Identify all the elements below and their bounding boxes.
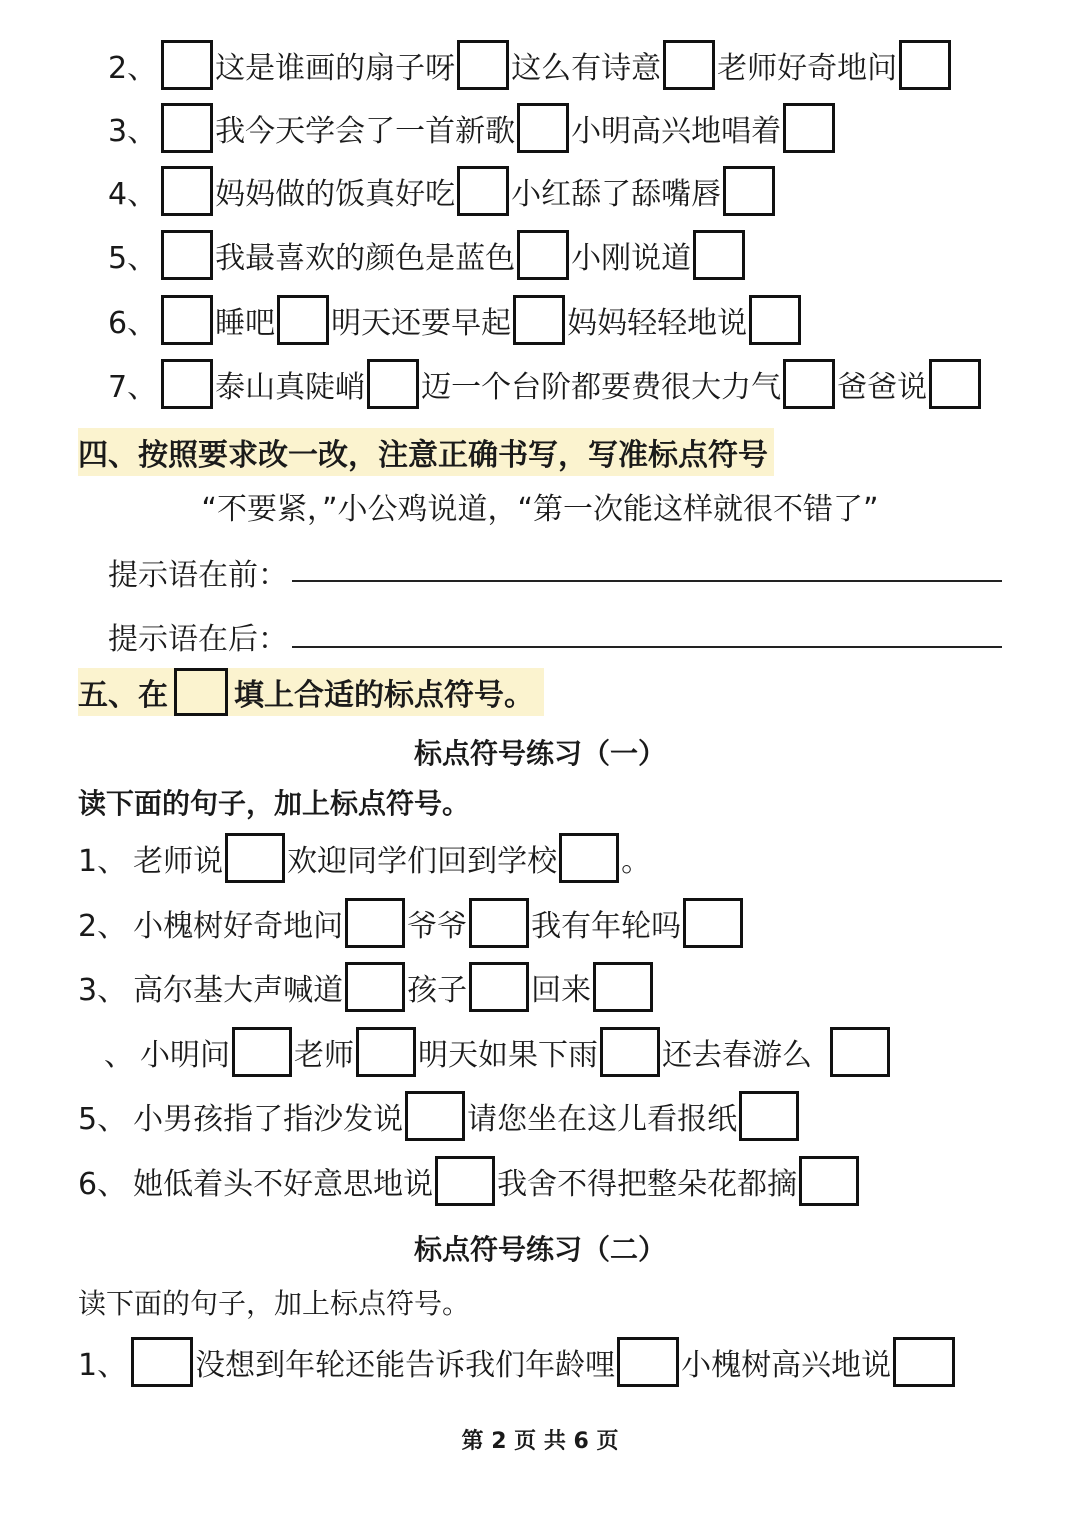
- punctuation-box[interactable]: [739, 1091, 799, 1141]
- punctuation-box[interactable]: [723, 166, 775, 216]
- item-number: 6、: [108, 306, 158, 341]
- ex1-item-3: [78, 957, 653, 1017]
- punctuation-box[interactable]: [277, 295, 329, 345]
- ex1-item-4: [104, 1022, 890, 1082]
- exercise-1-instruction: 读下面的句子，加上标点符号。: [78, 787, 471, 820]
- sentence-segment: 这么有诗意: [511, 51, 662, 86]
- punctuation-box[interactable]: [783, 359, 835, 409]
- punctuation-box[interactable]: [405, 1091, 465, 1141]
- punctuation-box[interactable]: [929, 359, 981, 409]
- punctuation-box[interactable]: [799, 1156, 859, 1206]
- punctuation-box[interactable]: [617, 1337, 679, 1387]
- item-number: 1、: [78, 844, 128, 879]
- punctuation-box[interactable]: [783, 103, 835, 153]
- punctuation-box[interactable]: [517, 230, 569, 280]
- sentence-segment: 小刚说道: [571, 241, 692, 276]
- item-number: 3、: [108, 114, 158, 149]
- punctuation-box[interactable]: [693, 230, 745, 280]
- punctuation-box[interactable]: [161, 40, 213, 90]
- exercise-2-instruction: 读下面的句子，加上标点符号。: [78, 1287, 471, 1320]
- sentence-segment: 迈一个台阶都要费很大力气: [421, 370, 782, 405]
- item-number: 6、: [78, 1167, 128, 1202]
- sentence-segment: 小槐树好奇地问: [133, 909, 344, 944]
- item-number: 、: [104, 1038, 134, 1073]
- sentence-segment: 还去春游么: [662, 1038, 812, 1073]
- sentence-segment: 明天还要早起: [331, 306, 512, 341]
- sentence-segment: 高尔基大声喊道: [133, 973, 344, 1008]
- punctuation-box[interactable]: [356, 1027, 416, 1077]
- sentence-segment: 她低着头不好意思地说: [133, 1167, 434, 1202]
- prompt-after-label: 提示语在后：: [108, 622, 288, 657]
- item-number: 4、: [108, 177, 158, 212]
- punctuation-box[interactable]: [345, 898, 405, 948]
- item-4: [108, 161, 775, 221]
- punctuation-box[interactable]: [161, 359, 213, 409]
- punctuation-box[interactable]: [749, 295, 801, 345]
- punctuation-box[interactable]: [457, 166, 509, 216]
- sentence-segment: 我最喜欢的颜色是蓝色: [215, 241, 516, 276]
- example-box: [174, 668, 228, 716]
- sentence-segment: 小男孩指了指沙发说: [133, 1102, 404, 1137]
- punctuation-box[interactable]: [457, 40, 509, 90]
- prompt-before-answer-line[interactable]: [292, 580, 1002, 582]
- ex2-item-1: [78, 1332, 955, 1392]
- sentence-segment: 明天如果下雨: [418, 1038, 598, 1073]
- item-3: [108, 98, 835, 158]
- punctuation-box[interactable]: [367, 359, 419, 409]
- ex1-item-2: [78, 893, 743, 953]
- sentence-segment: 没想到年轮还能告诉我们年龄哩: [195, 1348, 616, 1383]
- punctuation-box[interactable]: [161, 166, 213, 216]
- ex1-item-5: [78, 1086, 799, 1146]
- ex1-item-6: [78, 1151, 859, 1211]
- prompt-before-label: 提示语在前：: [108, 558, 288, 593]
- sentence-segment: 小红舔了舔嘴唇: [511, 177, 722, 212]
- item-number: 5、: [78, 1102, 128, 1137]
- item-5: [108, 225, 745, 285]
- punctuation-box[interactable]: [161, 103, 213, 153]
- section-5-title-suffix: 填上合适的标点符号。: [234, 678, 534, 713]
- sentence-segment: 我有年轮吗: [531, 909, 682, 944]
- item-number: 1、: [78, 1348, 128, 1383]
- section-5-title-prefix: 五、在: [78, 678, 168, 713]
- item-number: 5、: [108, 241, 158, 276]
- sentence-segment: 这是谁画的扇子呀: [215, 51, 456, 86]
- sentence-segment: 睡吧: [215, 306, 276, 341]
- sentence-segment: 。: [621, 844, 652, 879]
- sentence-segment: 爸爸说: [837, 370, 928, 405]
- sentence-segment: 欢迎同学们回到学校: [287, 844, 558, 879]
- punctuation-box[interactable]: [593, 962, 653, 1012]
- punctuation-box[interactable]: [345, 962, 405, 1012]
- punctuation-box[interactable]: [830, 1027, 890, 1077]
- item-6: [108, 290, 801, 350]
- punctuation-box[interactable]: [469, 962, 529, 1012]
- punctuation-box[interactable]: [663, 40, 715, 90]
- exercise-1-title: 标点符号练习（一）: [413, 737, 666, 770]
- sentence-segment: 请您坐在这儿看报纸: [467, 1102, 738, 1137]
- item-2: [108, 35, 951, 95]
- item-number: 2、: [78, 909, 128, 944]
- page-footer: 第 2 页 共 6 页: [461, 1429, 619, 1454]
- sentence-segment: 我今天学会了一首新歌: [215, 114, 516, 149]
- sentence-segment: 老师: [294, 1038, 354, 1073]
- exercise-2-title: 标点符号练习（二）: [413, 1233, 666, 1266]
- punctuation-box[interactable]: [161, 230, 213, 280]
- punctuation-box[interactable]: [683, 898, 743, 948]
- punctuation-box[interactable]: [899, 40, 951, 90]
- section-4-sentence: “不要紧，”小公鸡说道，“第一次能这样就很不错了”: [201, 492, 879, 527]
- punctuation-box[interactable]: [232, 1027, 292, 1077]
- item-7: [108, 354, 981, 414]
- prompt-after-answer-line[interactable]: [292, 646, 1002, 648]
- punctuation-box[interactable]: [559, 833, 619, 883]
- punctuation-box[interactable]: [161, 295, 213, 345]
- sentence-segment: 妈妈轻轻地说: [567, 306, 748, 341]
- punctuation-box[interactable]: [469, 898, 529, 948]
- sentence-segment: 小明问: [140, 1038, 230, 1073]
- sentence-segment: 老师说: [133, 844, 224, 879]
- punctuation-box[interactable]: [600, 1027, 660, 1077]
- punctuation-box[interactable]: [513, 295, 565, 345]
- sentence-segment: 孩子: [407, 973, 468, 1008]
- punctuation-box[interactable]: [131, 1337, 193, 1387]
- sentence-segment: 我舍不得把整朵花都摘: [497, 1167, 798, 1202]
- punctuation-box[interactable]: [435, 1156, 495, 1206]
- punctuation-box[interactable]: [517, 103, 569, 153]
- ex1-item-1: [78, 828, 653, 888]
- item-number: 7、: [108, 370, 158, 405]
- sentence-segment: 小明高兴地唱着: [571, 114, 782, 149]
- section-4-title: [78, 428, 774, 476]
- punctuation-box[interactable]: [893, 1337, 955, 1387]
- sentence-segment: 泰山真陡峭: [215, 370, 366, 405]
- sentence-segment: 小槐树高兴地说: [681, 1348, 892, 1383]
- punctuation-box[interactable]: [225, 833, 285, 883]
- section-5-title: [78, 668, 544, 716]
- sentence-segment: 老师好奇地问: [717, 51, 898, 86]
- section-4-title-text: 四、按照要求改一改，注意正确书写，写准标点符号: [78, 428, 774, 476]
- item-number: 2、: [108, 51, 158, 86]
- sentence-segment: 妈妈做的饭真好吃: [215, 177, 456, 212]
- item-number: 3、: [78, 973, 128, 1008]
- sentence-segment: 爷爷: [407, 909, 468, 944]
- sentence-segment: 回来: [531, 973, 592, 1008]
